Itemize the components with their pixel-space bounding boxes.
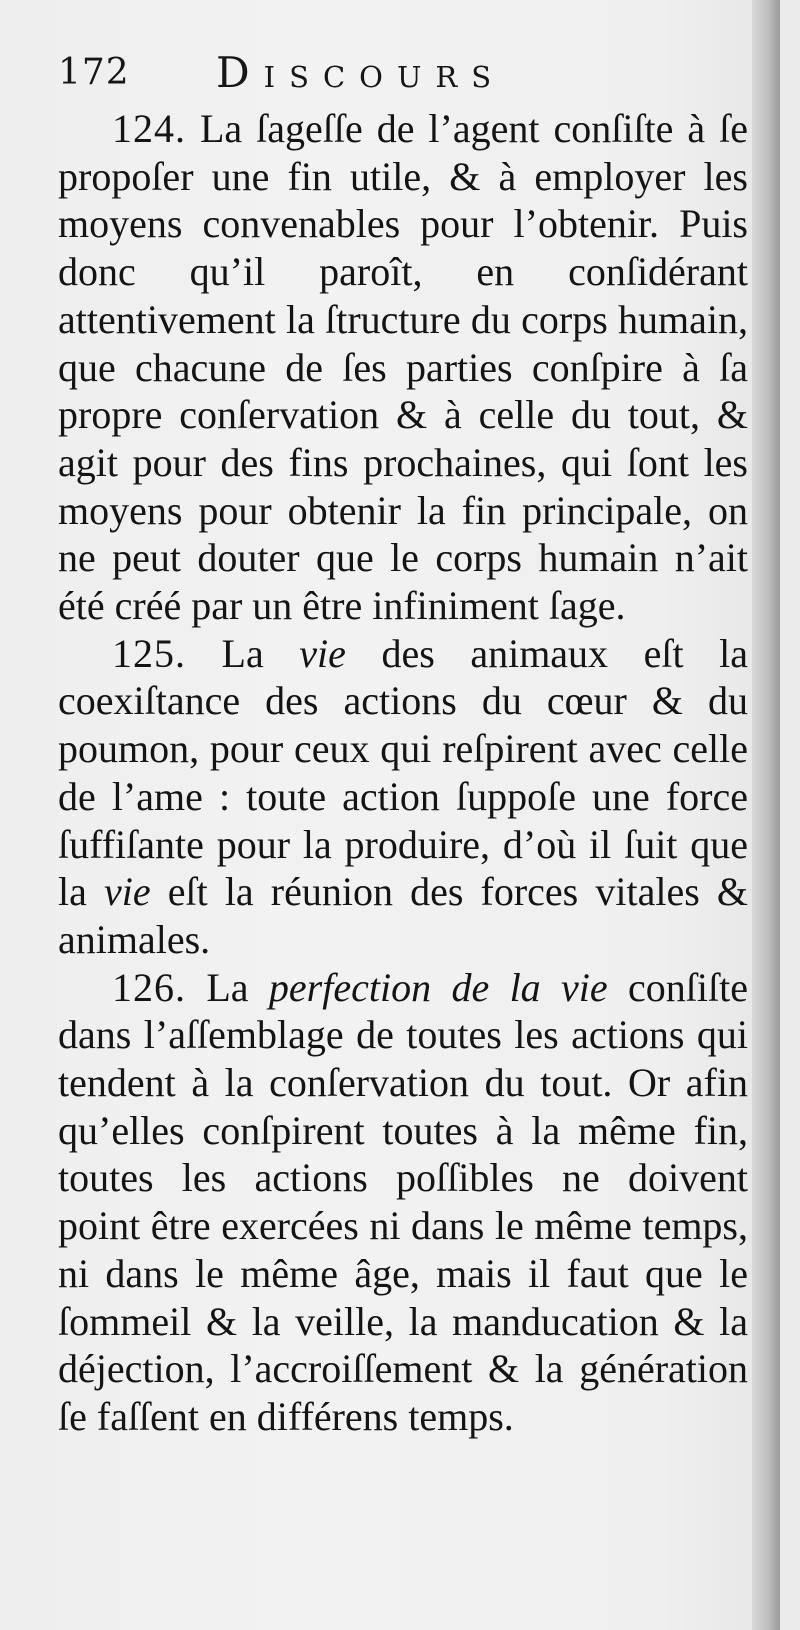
italic-term: vie bbox=[299, 630, 346, 676]
paragraph-text: conſiſte dans l’aſſemblage de toutes les actions qui tendent à la conſervation du tout. Or afin qu’elles conſpirent toutes à la même fin, toutes les actions poſſibles ne doivent point être exercées ni dans le même temps, ni dans le même âge, mais il faut que le ſommeil & la veille, la manducation & la déjection, l’accroiſſement & la génération ſe faſſent en différens temps. bbox=[58, 964, 748, 1439]
paragraph-124 bbox=[58, 105, 748, 630]
paragraph-text: eſt la réunion des forces vitales & animales. bbox=[58, 869, 748, 962]
paragraph-number: 124. bbox=[112, 106, 186, 151]
paragraph-text: La bbox=[186, 964, 269, 1010]
page-gutter-shadow bbox=[752, 0, 780, 1630]
page-number: 172 bbox=[58, 52, 130, 93]
paragraph-125 bbox=[58, 630, 748, 964]
body-text bbox=[58, 105, 748, 1441]
paragraph-text: La ſageſſe de l’agent conſiſte à ſe propoſer une fin utile, & à employer les moyens convenables pour l’obtenir. Puis donc qu’il paroît, en conſidérant attentivement la ſtructure du corps humain, que chacune de ſes parties conſpire à ſa propre conſervation & à celle du tout, & agit pour des fins prochaines, qui ſont les moyens pour obtenir la fin principale, on ne peut douter que le corps humain n’ait été créé par un être infiniment ſage. bbox=[58, 106, 748, 629]
paragraph-number: 125. bbox=[112, 630, 186, 676]
italic-term: vie bbox=[103, 869, 151, 915]
paragraph-text: des animaux eſt la coexiſtance des actions du cœur & du poumon, pour ceux qui reſpirent avec celle de l’ame : toute action ſuppoſe une force ſuffiſante pour la produire, d’où il ſuit que la bbox=[58, 630, 748, 915]
paragraph-126 bbox=[58, 964, 748, 1441]
paragraph-text: La bbox=[186, 630, 300, 676]
running-title: Discours bbox=[216, 48, 506, 97]
italic-term: perfection de la vie bbox=[268, 964, 608, 1010]
page-header bbox=[58, 48, 738, 108]
paragraph-number: 126. bbox=[112, 964, 186, 1010]
